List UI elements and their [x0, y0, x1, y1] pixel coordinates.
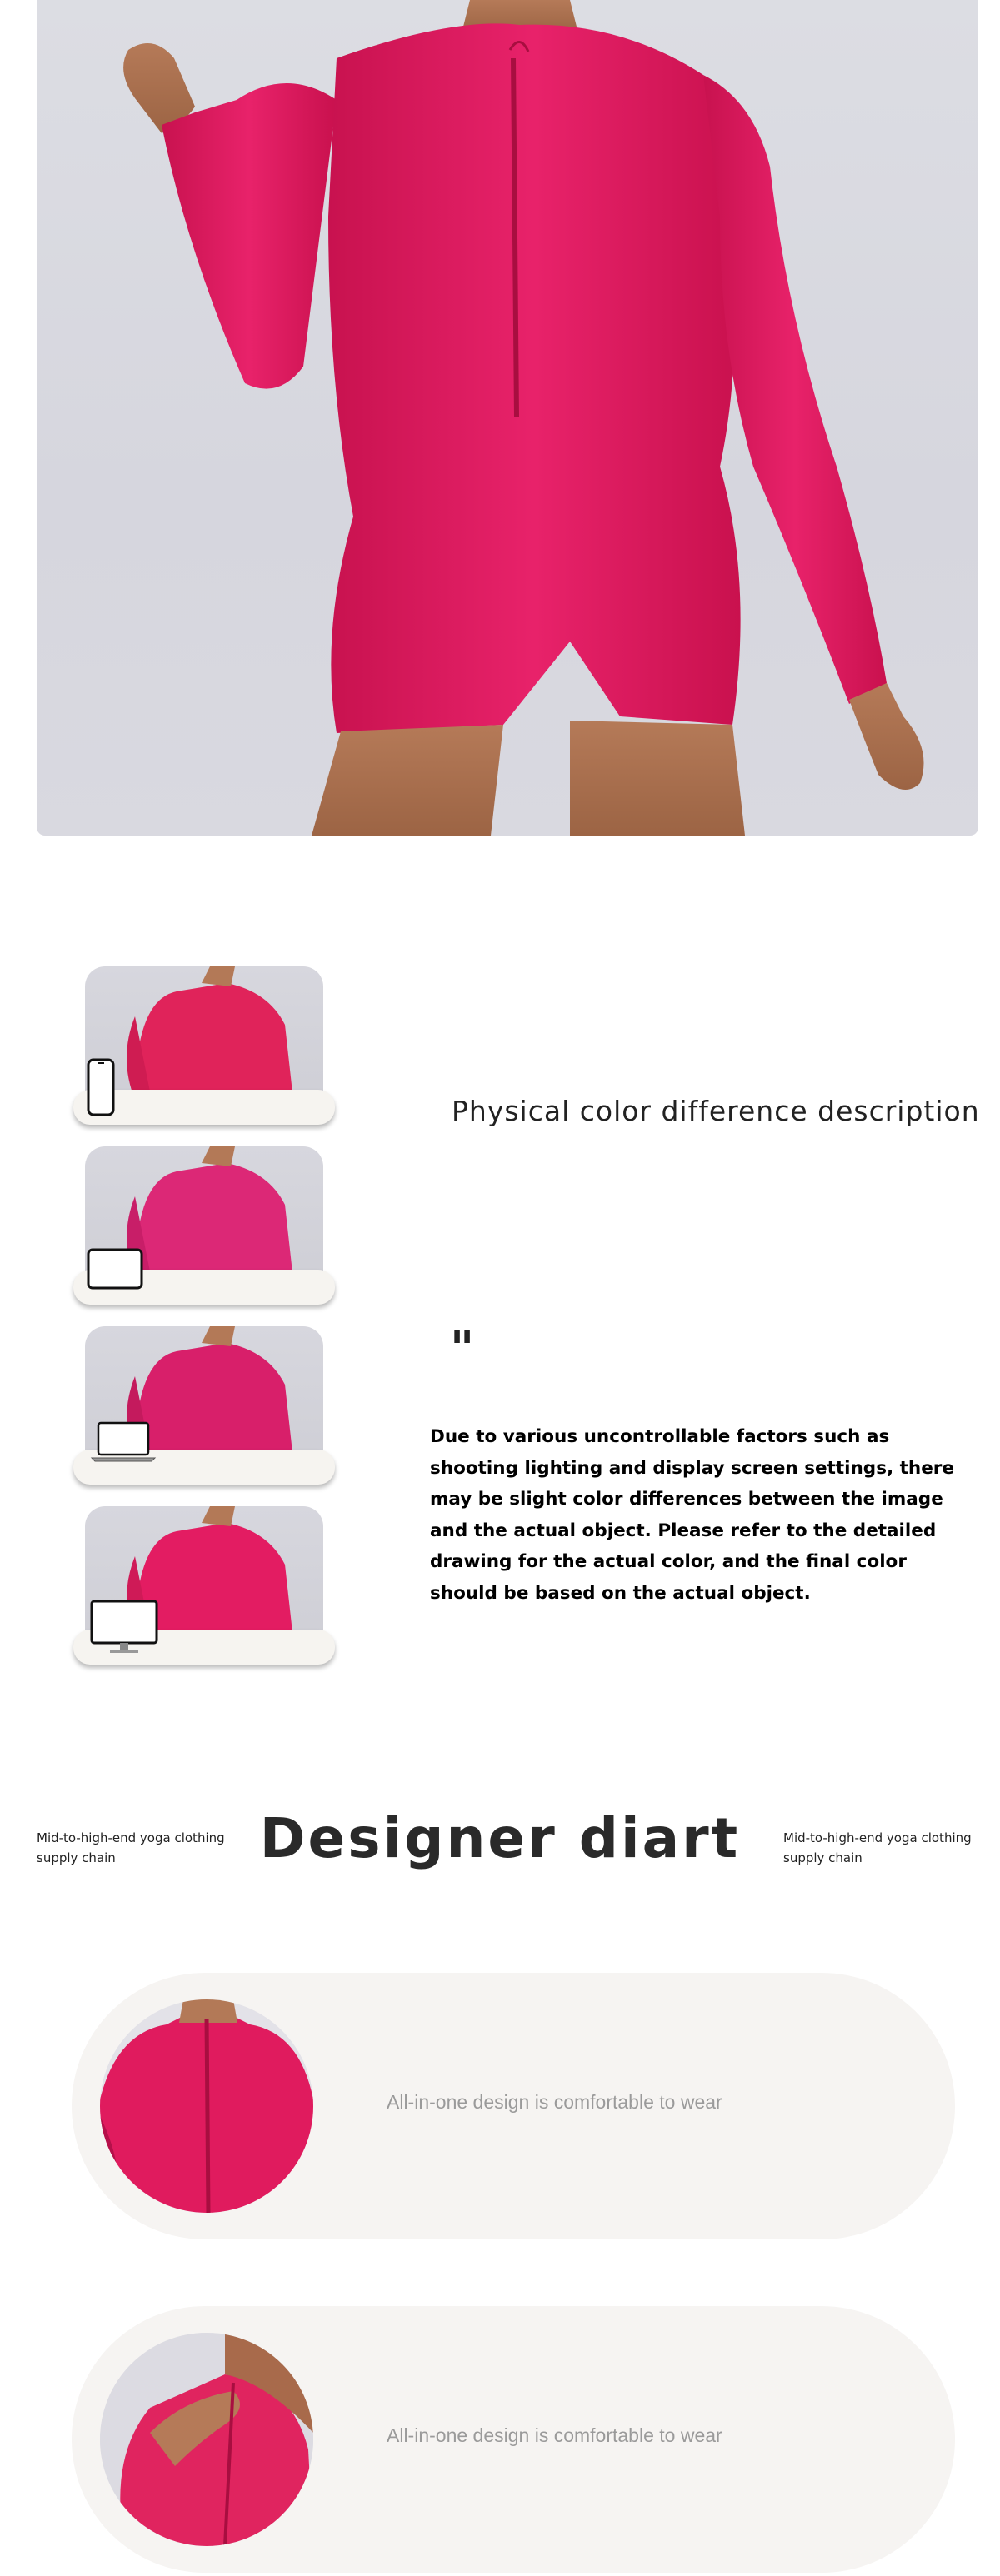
- feature-card-hand: [72, 2306, 955, 2573]
- tablet-icon: [87, 1248, 143, 1290]
- product-thumbnail: [85, 966, 323, 1100]
- device-preview-phone: [73, 966, 335, 1140]
- phone-icon: [87, 1058, 115, 1116]
- hand-on-chest-closeup-icon: [100, 2333, 313, 2546]
- color-difference-description: Due to various uncontrollable factors such as shooting lighting and display screen settings, there may be slight color differences between the image and the actual object. Please refer to the detailed drawing for the actual color, and the final color should be based on the actual object.: [430, 1426, 954, 1604]
- quote-mark-icon: ": [450, 1322, 475, 1376]
- feature-label: All-in-one design is comfortable to wear: [387, 2091, 722, 2113]
- device-preview-monitor: [73, 1506, 335, 1680]
- feature-label: All-in-one design is comfortable to wear: [387, 2424, 722, 2446]
- monitor-icon: [90, 1600, 158, 1656]
- hero-product-photo: [37, 0, 978, 836]
- zipper-closeup-icon: [100, 1999, 313, 2213]
- designer-section-title: Designer diart: [259, 1806, 741, 1870]
- device-preview-tablet: [73, 1146, 335, 1320]
- device-preview-laptop: [73, 1326, 335, 1500]
- color-difference-title: Physical color difference description: [452, 1095, 980, 1127]
- feature-card-zipper: [72, 1973, 955, 2239]
- laptop-icon: [90, 1421, 157, 1463]
- right-supply-chain-note: Mid-to-high-end yoga clothing supply chain: [783, 1830, 972, 1865]
- left-supply-chain-note: Mid-to-high-end yoga clothing supply chain: [37, 1830, 225, 1865]
- bodysuit-model-illustration: [37, 0, 978, 836]
